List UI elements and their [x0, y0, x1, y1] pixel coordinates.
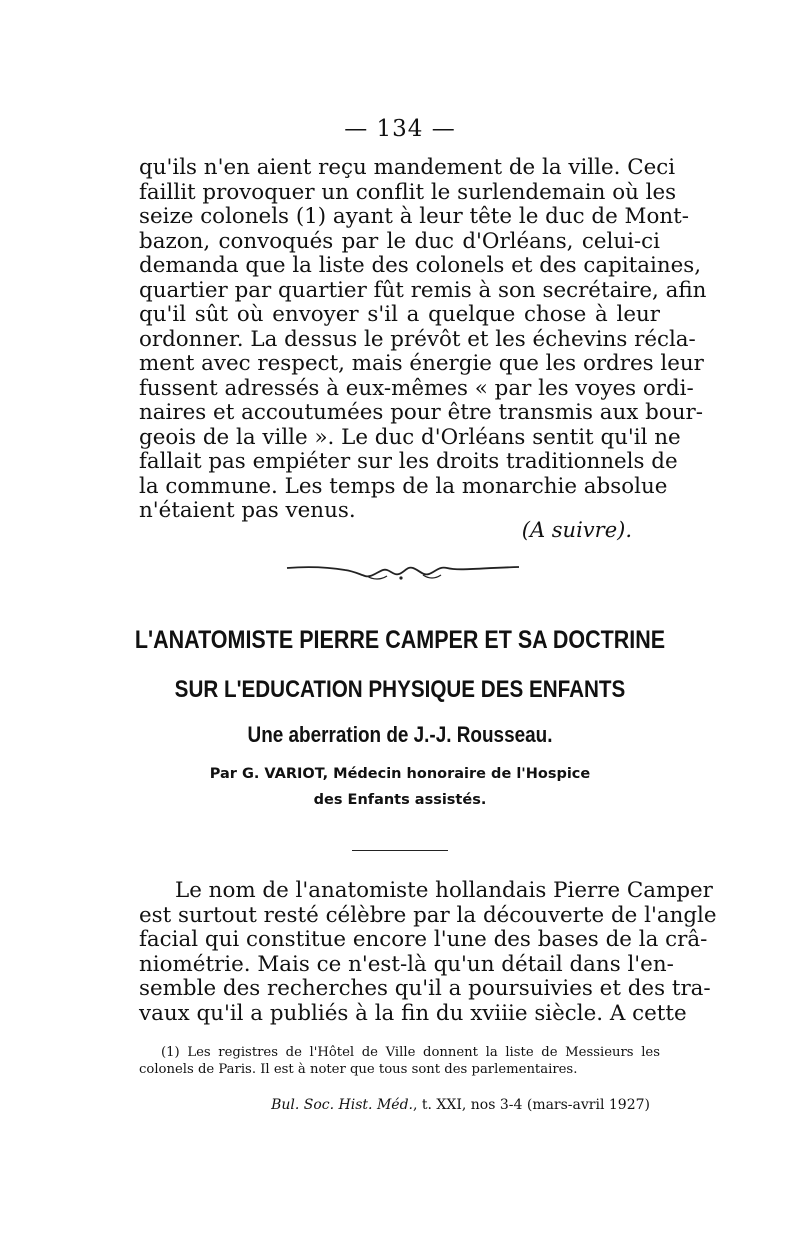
text-line: niométrie. Mais ce n'est-là qu'un détail dans l'en-	[139, 951, 674, 977]
text-line: seize colonels (1) ayant à leur tête le duc de Mont-	[139, 204, 689, 229]
text-line: fallait pas empiéter sur les droits traditionnels de	[139, 449, 678, 474]
text-line: la commune. Les temps de la monarchie absolue	[139, 473, 668, 499]
volume-info: , t. XXI, nos 3-4 (mars-avril 1927)	[412, 1097, 650, 1113]
page-number: — 134 —	[344, 116, 456, 142]
text-line: facial qui constitue encore l'une des bases de la crâ-	[139, 927, 708, 953]
footnote-line: (1) Les registres de l'Hôtel de Ville donnent la liste de Messieurs les	[161, 1045, 660, 1060]
to-be-continued: (A suivre).	[521, 518, 632, 542]
text-line: Le nom de l'anatomiste hollandais Pierre Camper	[175, 878, 713, 903]
footnote	[139, 1044, 660, 1078]
section-divider	[352, 850, 448, 851]
author-line-1: Par G. VARIOT, Médecin honoraire de l'Hospice	[209, 766, 591, 782]
journal-name: Bul. Soc. Hist. Méd.	[271, 1097, 413, 1113]
text-line: semble des recherches qu'il a poursuivies et des tra-	[139, 976, 711, 1002]
body-paragraph	[139, 878, 717, 1027]
article-title-line-2: SUR L'EDUCATION PHYSIQUE DES ENFANTS	[174, 676, 626, 703]
flourish-ornament-icon	[283, 554, 523, 586]
journal-citation	[271, 1097, 650, 1113]
text-line: est surtout resté célèbre par la découverte de l'angle	[139, 902, 717, 928]
text-line: n'étaient pas venus.	[139, 498, 356, 523]
text-line: faillit provoquer un conflit le surlendemain où les	[139, 179, 677, 205]
text-line: qu'il sût où envoyer s'il a quelque chose à leur	[139, 302, 660, 327]
text-line: ordonner. La dessus le prévôt et les échevins récla-	[139, 326, 696, 352]
intro-paragraph	[139, 155, 707, 524]
text-line: demanda que la liste des colonels et des capitaines,	[139, 253, 702, 278]
text-line: bazon, convoqués par le duc d'Orléans, celui-ci	[139, 228, 660, 254]
footnote-line: colonels de Paris. Il est à noter que tous sont des parlementaires.	[139, 1062, 578, 1077]
text-line: quartier par quartier fût remis à son secrétaire, afin	[139, 277, 707, 303]
article-title-line-1: L'ANATOMISTE PIERRE CAMPER ET SA DOCTRINE	[134, 626, 666, 654]
text-line: vaux qu'il a publiés à la fin du xviiie siècle. A cette	[139, 1000, 687, 1026]
text-line: geois de la ville ». Le duc d'Orléans sentit qu'il ne	[139, 424, 681, 450]
text-line: ment avec respect, mais énergie que les ordres leur	[139, 351, 704, 376]
text-line: naires et accoutumées pour être transmis aux bour-	[139, 400, 703, 425]
article-subtitle: Une aberration de J.-J. Rousseau.	[247, 722, 553, 747]
text-line: fussent adressés à eux-mêmes « par les voyes ordi-	[139, 375, 694, 401]
text-line: qu'ils n'en aient reçu mandement de la ville. Ceci	[139, 155, 676, 180]
author-line-2: des Enfants assistés.	[313, 792, 487, 808]
